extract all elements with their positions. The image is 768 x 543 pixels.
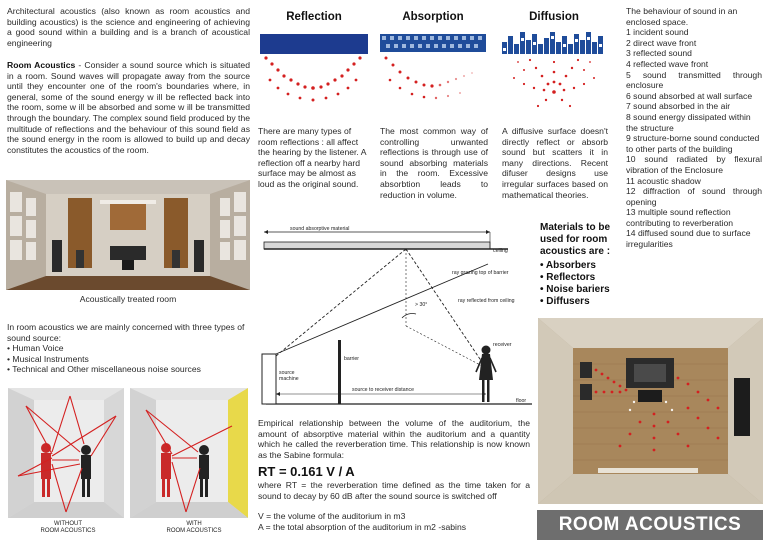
behaviour-item: 13 multiple sound reflection contributing to reverberation: [626, 207, 734, 228]
materials-heading: Materials to be used for room acoustics are :: [540, 222, 611, 257]
without-panel: [8, 388, 124, 518]
label-absorptive-material: sound absorptive material: [290, 226, 350, 232]
absorption-text: The most common way of controlling unwanted reflections is through use of sound absorbing materials in the room. Excessive absorbtion leads to reduction in volume.: [380, 126, 488, 200]
absorption-title: Absorption: [402, 11, 464, 23]
reflection-graphic: [258, 34, 370, 114]
treated-room-photo: [6, 180, 250, 290]
behaviour-item: 7 sound absorbed in the air: [626, 101, 731, 112]
sources-block: [7, 322, 250, 375]
room-acoustics-paragraph: [7, 60, 250, 155]
absorptive-material-band: [264, 242, 490, 249]
material-item: • Diffusers: [540, 296, 632, 308]
behaviour-item: 14 diffused sound due to surface irregularities: [626, 228, 751, 250]
diffusion-graphic: [500, 30, 608, 120]
label-floor: floor: [516, 398, 527, 404]
label-ray-grazing: ray grazing top of barrier: [452, 270, 509, 276]
sources-intro: In room acoustics we are mainly concerned with three types of sound source:: [7, 322, 245, 343]
label-machine: machine: [279, 376, 299, 382]
behaviour-item: 10 sound radiated by flexural vibration of the Enclosure: [626, 154, 762, 175]
sabine-def-a: A = the total absorption of the auditorium in m2 -sabins: [258, 522, 467, 532]
label-angle: > 30°: [415, 302, 428, 308]
studio-render: [538, 318, 763, 504]
reflection-text: There are many types of room reflections : all affect the hearing by the listener. A reflection off a nearby hard surface may be almost as loud as the original sound.: [258, 126, 366, 189]
behaviour-item: 11 acoustic shadow: [626, 175, 701, 186]
with-panel: [130, 388, 248, 518]
behaviour-item: 1 incident sound: [626, 27, 689, 38]
with-caption: [162, 521, 226, 535]
room-acoustics-heading: Room Acoustics: [7, 60, 76, 70]
sabine-def-rt: where RT = the reverberation time defined as the time taken for a sound to decay by 60 dB after the sound source is switched off: [258, 480, 530, 501]
barrier-wall: [338, 340, 341, 404]
treated-room-caption: Acoustically treated room: [79, 294, 177, 304]
without-caption: [36, 521, 100, 535]
intro-paragraph: Architectural acoustics (also known as room acoustics and building acoustics) is the science and engineering of achieving a good sound within a building and is a branch of acoustical engineering: [7, 6, 250, 48]
sabine-def-v: V = the volume of the auditorium in m3: [258, 511, 406, 521]
label-receiver: receiver: [493, 342, 512, 348]
sabine-formula: RT = 0.161 V / A: [258, 464, 355, 479]
behaviour-item: 12 diffraction of sound through opening: [626, 186, 762, 207]
section-diagram-svg: [256, 222, 538, 414]
label-ceiling: ceiling: [493, 248, 508, 254]
behaviour-block: [626, 6, 762, 250]
diffusion-text: A diffusive surface doesn't directly reflect or absorb sound but scatters it in many directions. Recent difuser designs use irregular surfaces based on mathematical theories.: [502, 126, 608, 200]
behaviour-item: 9 structure-borne sound conducted to other parts of the building: [626, 133, 760, 154]
room-acoustics-body: - Consider a sound source which is situated in a room. Sound waves will propagate away from the source until they encounter one of the room's boundaries where, in general, some of the sound energy w ill be reflected back into the room, some w ill be absorbed and some w ill be transmitted through the boundary. The complex sound field produced by the multitude of reflections and the behaviour of this sound field as the sound energy in the room is allowed to build up and decay constitutes the acoustics of the room.: [7, 60, 250, 155]
materials-list: [540, 260, 632, 308]
material-item: • Absorbers: [540, 260, 632, 272]
label-ray-reflected: ray reflected from ceiling: [458, 298, 515, 304]
behaviour-item: 5 sound transmitted through enclosure: [626, 69, 762, 91]
behaviour-item: 2 direct wave front: [626, 37, 697, 48]
comparison-diagram: [6, 386, 250, 538]
diffusion-title: Diffusion: [529, 11, 579, 23]
source-item: • Musical Instruments: [7, 354, 250, 365]
label-barrier: barrier: [344, 356, 359, 362]
with-caption-2: ROOM ACOUSTICS: [166, 528, 222, 534]
reflection-title: Reflection: [286, 11, 342, 23]
materials-block: [540, 222, 632, 308]
material-item: • Reflectors: [540, 272, 632, 284]
with-caption-1: WITH: [186, 521, 202, 527]
behaviour-item: 3 reflected sound: [626, 48, 692, 59]
sabine-intro: Empirical relationship between the volume of the auditorium, the amount of absorptive material within the auditorium and a quantity which he called the reverberation time. This relationship is now known as the Sabine formula:: [258, 418, 530, 460]
room-acoustics-banner: ROOM ACOUSTICS: [537, 510, 763, 540]
source-item: • Technical and Other miscellaneous noise sources: [7, 364, 250, 375]
label-source: source: [279, 370, 295, 376]
absorption-graphic: [378, 34, 488, 114]
without-caption-1: WITHOUT: [54, 521, 82, 527]
behaviour-item: 8 sound energy dissipated within the structure: [626, 111, 751, 133]
behaviour-item: 6 sound absorbed at wall surface: [626, 90, 753, 101]
source-machine-box: [262, 354, 276, 404]
material-item: • Noise bariers: [540, 284, 632, 296]
section-diagram: [256, 222, 538, 414]
sources-list: [7, 343, 250, 375]
behaviour-item: 4 reflected wave front: [626, 58, 709, 69]
source-item: • Human Voice: [7, 343, 250, 354]
without-caption-2: ROOM ACOUSTICS: [40, 528, 96, 534]
behaviour-heading: The behaviour of sound in an enclosed space.: [626, 6, 738, 27]
label-distance: source to receiver distance: [352, 387, 414, 393]
